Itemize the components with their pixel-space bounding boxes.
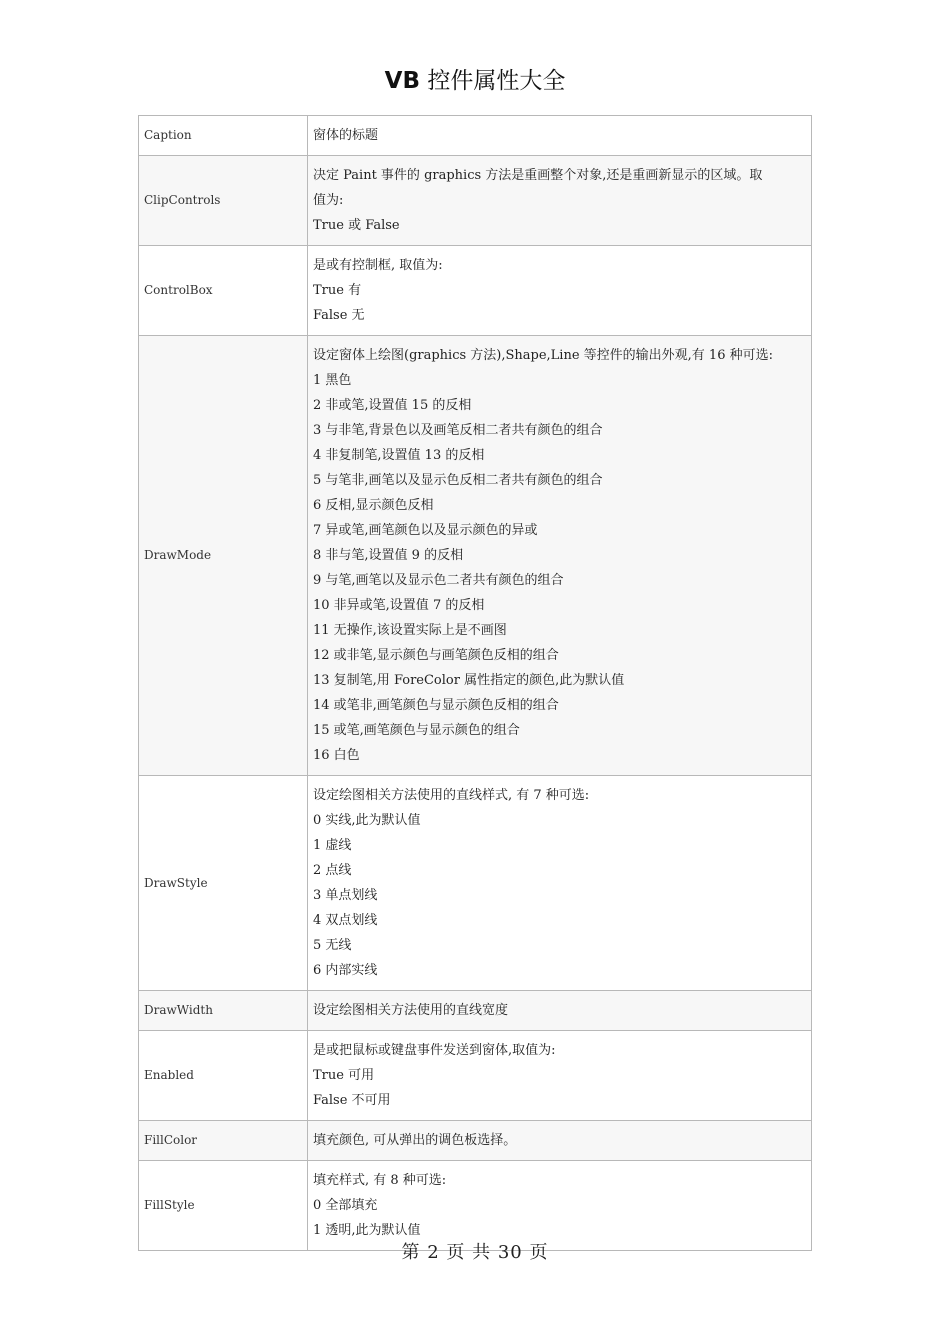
property-description bbox=[308, 246, 812, 336]
description-line: 设定绘图相关方法使用的直线宽度 bbox=[313, 1003, 509, 1018]
property-name: DrawWidth bbox=[139, 991, 308, 1031]
property-description bbox=[308, 1121, 812, 1161]
title-rest: 控件属性大全 bbox=[420, 68, 566, 94]
description-line: True 可用 bbox=[313, 1068, 375, 1083]
table-row bbox=[139, 991, 812, 1031]
table-row bbox=[139, 336, 812, 776]
table-row bbox=[139, 1161, 812, 1251]
description-line: 1 透明,此为默认值 bbox=[313, 1223, 421, 1238]
table-row bbox=[139, 1031, 812, 1121]
description-line: 填充样式, 有 8 种可选: bbox=[313, 1173, 447, 1188]
description-line: 4 非复制笔,设置值 13 的反相 bbox=[313, 448, 485, 463]
property-table bbox=[138, 115, 812, 1251]
property-description bbox=[308, 1161, 812, 1251]
description-line: 2 非或笔,设置值 15 的反相 bbox=[313, 398, 472, 413]
property-name: Caption bbox=[139, 116, 308, 156]
description-line: True 有 bbox=[313, 283, 362, 298]
table-row bbox=[139, 116, 812, 156]
description-line: False 不可用 bbox=[313, 1093, 391, 1108]
page-title bbox=[0, 62, 950, 95]
description-line: 0 全部填充 bbox=[313, 1198, 378, 1213]
table-row bbox=[139, 776, 812, 991]
description-line: 值为: bbox=[313, 193, 344, 208]
description-line: 是或把鼠标或键盘事件发送到窗体,取值为: bbox=[313, 1043, 556, 1058]
property-description bbox=[308, 336, 812, 776]
description-line: 3 单点划线 bbox=[313, 888, 378, 903]
property-name: FillColor bbox=[139, 1121, 308, 1161]
property-name: ClipControls bbox=[139, 156, 308, 246]
property-description bbox=[308, 776, 812, 991]
description-line: 填充颜色, 可从弹出的调色板选择。 bbox=[313, 1133, 517, 1148]
description-line: 窗体的标题 bbox=[313, 128, 379, 143]
description-line: 14 或笔非,画笔颜色与显示颜色反相的组合 bbox=[313, 698, 559, 713]
description-line: 是或有控制框, 取值为: bbox=[313, 258, 443, 273]
property-name: DrawStyle bbox=[139, 776, 308, 991]
property-description bbox=[308, 991, 812, 1031]
description-line: 5 无线 bbox=[313, 938, 352, 953]
table-row bbox=[139, 246, 812, 336]
title-prefix: VB bbox=[384, 68, 421, 94]
description-line: 决定 Paint 事件的 graphics 方法是重画整个对象,还是重画新显示的区域。取 bbox=[313, 168, 763, 183]
description-line: 1 虚线 bbox=[313, 838, 352, 853]
description-line: 2 点线 bbox=[313, 863, 352, 878]
description-line: 5 与笔非,画笔以及显示色反相二者共有颜色的组合 bbox=[313, 473, 603, 488]
description-line: True 或 False bbox=[313, 218, 400, 233]
description-line: 9 与笔,画笔以及显示色二者共有颜色的组合 bbox=[313, 573, 564, 588]
description-line: 15 或笔,画笔颜色与显示颜色的组合 bbox=[313, 723, 520, 738]
property-name: DrawMode bbox=[139, 336, 308, 776]
page-footer: 第 2 页 共 30 页 bbox=[401, 1242, 549, 1263]
table-row bbox=[139, 1121, 812, 1161]
description-line: 3 与非笔,背景色以及画笔反相二者共有颜色的组合 bbox=[313, 423, 603, 438]
description-line: 设定绘图相关方法使用的直线样式, 有 7 种可选: bbox=[313, 788, 590, 803]
description-line: 4 双点划线 bbox=[313, 913, 378, 928]
description-line: 11 无操作,该设置实际上是不画图 bbox=[313, 623, 507, 638]
description-line: 16 白色 bbox=[313, 748, 360, 763]
description-line: False 无 bbox=[313, 308, 365, 323]
description-line: 6 内部实线 bbox=[313, 963, 378, 978]
description-line: 1 黑色 bbox=[313, 373, 352, 388]
property-name: FillStyle bbox=[139, 1161, 308, 1251]
property-description bbox=[308, 116, 812, 156]
property-name: ControlBox bbox=[139, 246, 308, 336]
description-line: 8 非与笔,设置值 9 的反相 bbox=[313, 548, 464, 563]
description-line: 0 实线,此为默认值 bbox=[313, 813, 421, 828]
property-description bbox=[308, 1031, 812, 1121]
property-description bbox=[308, 156, 812, 246]
description-line: 12 或非笔,显示颜色与画笔颜色反相的组合 bbox=[313, 648, 559, 663]
description-line: 7 异或笔,画笔颜色以及显示颜色的异或 bbox=[313, 523, 538, 538]
description-line: 6 反相,显示颜色反相 bbox=[313, 498, 434, 513]
description-line: 10 非异或笔,设置值 7 的反相 bbox=[313, 598, 485, 613]
table-row bbox=[139, 156, 812, 246]
description-line: 设定窗体上绘图(graphics 方法),Shape,Line 等控件的输出外观,有 16 种可选: bbox=[313, 348, 773, 363]
description-line: 13 复制笔,用 ForeColor 属性指定的颜色,此为默认值 bbox=[313, 673, 625, 688]
property-name: Enabled bbox=[139, 1031, 308, 1121]
